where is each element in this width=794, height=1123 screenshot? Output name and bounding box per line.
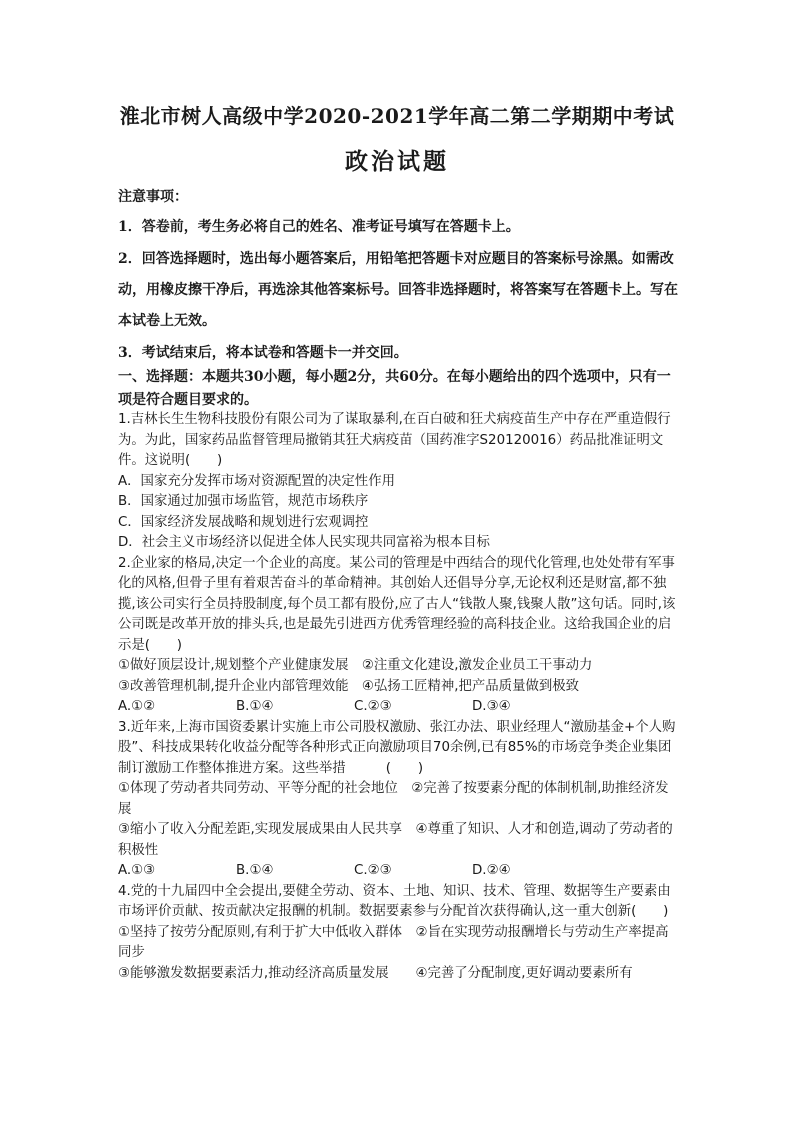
statements-1-2: ①做好顶层设计,规划整个产业健康发展 ②注重文化建设,激发企业员工干事动力 <box>118 658 593 673</box>
notice-item-1: 1．答卷前，考生务必将自己的姓名、准考证号填写在答题卡上。 <box>118 219 520 235</box>
option-b: B．国家通过加强市场监管，规范市场秩序 <box>118 494 369 509</box>
option-b: B.①④ <box>236 699 274 714</box>
option-a: A.①② <box>118 699 156 714</box>
question-stem: 3.近年来,上海市国资委累计实施上市公司股权激励、张江办法、职业经理人“激励基金+个人购股”、科技成果转化收益分配等各种形式正向激励项目70余例,已有85%的市场竞争类企业集团制订激励工作整体推进方案。这些举措 ( ) <box>118 719 676 776</box>
option-d: D．社会主义市场经济以促进全体人民实现共同富裕为根本目标 <box>118 535 490 550</box>
notice-item-3: 3．考试结束后，将本试卷和答题卡一并交回。 <box>118 345 408 361</box>
question-stem: 4.党的十九届四中全会提出,要健全劳动、资本、土地、知识、技术、管理、数据等生产要素由市场评价贡献、按贡献决定报酬的机制。数据要素参与分配首次获得确认,这一重大创新( ) <box>118 883 671 919</box>
statements-1-2: ①坚持了按劳分配原则,有利于扩大中低收入群体 ②旨在实现劳动报酬增长与劳动生产率提高同步 <box>118 924 669 960</box>
question-stem: 1.吉林长生生物科技股份有限公司为了谋取暴利,在百白破和狂犬病疫苗生产中存在严重造假行为。为此，国家药品监督管理局撤销其狂犬病疫苗（国药准字S20120016）药品批准证明文件。这说明( ) <box>118 412 671 468</box>
option-d: D.②④ <box>472 863 511 878</box>
option-c: C.②③ <box>354 863 392 878</box>
exam-subtitle: 政治试题 <box>345 148 449 175</box>
option-b: B.①④ <box>236 863 274 878</box>
answer-options <box>118 861 680 882</box>
question-1 <box>118 410 680 554</box>
option-d: D.③④ <box>472 699 511 714</box>
option-a: A．国家充分发挥市场对资源配置的决定性作用 <box>118 473 395 489</box>
question-3 <box>118 718 680 882</box>
statements-3-4: ③改善管理机制,提升企业内部管理效能 ④弘扬工匠精神,把产品质量做到极致 <box>118 678 580 694</box>
section-heading: 一、选择题：本题共30小题，每小题2分，共60分。在每小题给出的四个选项中，只有一项是符合题目要求的。 <box>118 369 671 408</box>
option-c: C．国家经济发展战略和规划进行宏观调控 <box>118 514 369 530</box>
answer-options <box>118 697 680 718</box>
question-stem: 2.企业家的格局,决定一个企业的高度。某公司的管理是中西结合的现代化管理,也处处带有军事化的风格,但骨子里有着艰苦奋斗的革命精神。其创始人还倡导分享,无论权利还是财富,都不独揽,该公司实行全员持股制度,每个员工都有股份,应了古人“钱散人聚,钱聚人散”这句话。同时,该公司既是改革开放的排头兵,也是最先引进西方优秀管理经验的高科技企业。这给我国企业的启示是( ) <box>118 555 676 653</box>
option-c: C.②③ <box>354 699 392 714</box>
notice-heading: 注意事项： <box>118 189 188 205</box>
questions <box>118 410 680 984</box>
statements-1-2: ①体现了劳动者共同劳动、平等分配的社会地位 ②完善了按要素分配的体制机制,助推经济发展 <box>118 781 669 817</box>
question-2 <box>118 554 680 718</box>
notice-item-2: 2．回答选择题时，选出每小题答案后，用铅笔把答题卡对应题目的答案标号涂黑。如需改动，用橡皮擦干净后，再选涂其他答案标号。回答非选择题时，将答案写在答题卡上。写在本试卷上无效。 <box>118 251 678 329</box>
option-a: A.①③ <box>118 863 156 878</box>
exam-title: 淮北市树人高级中学2020-2021学年高二第二学期期中考试 <box>119 104 675 128</box>
question-4 <box>118 882 680 985</box>
statement-3: ③能够激发数据要素活力,推动经济高质量发展 ④完善了分配制度,更好调动要素所有 <box>118 965 633 981</box>
statements-3-4: ③缩小了收入分配差距,实现发展成果由人民共享 ④尊重了知识、人才和创造,调动了劳动者的积极性 <box>118 822 673 858</box>
